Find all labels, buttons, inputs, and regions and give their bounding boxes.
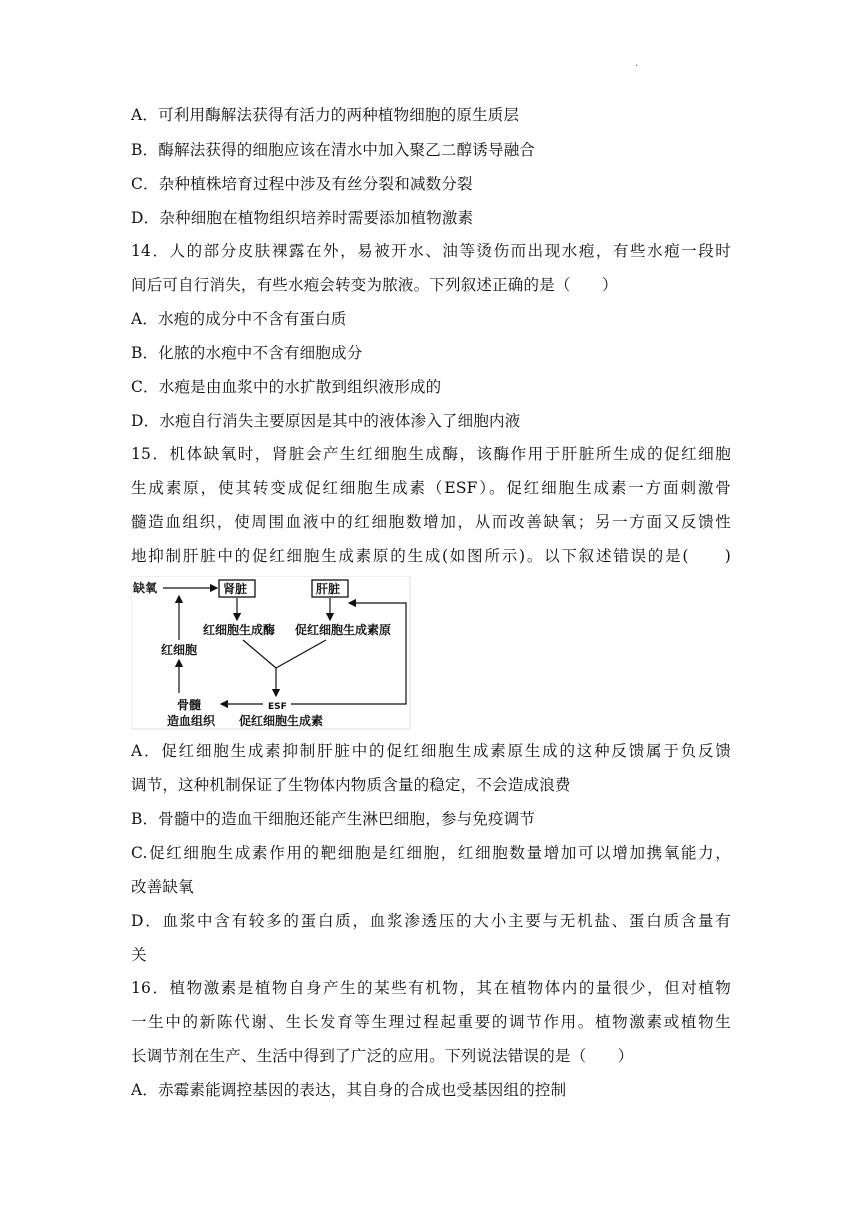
q15-option-c-line2: 改善缺氧 (131, 878, 194, 896)
q15-option-a-line2: 调节，这种机制保证了生物体内物质含量的稳定，不会造成浪费 (131, 776, 571, 794)
page-mark: . (635, 58, 639, 69)
q15-stem-line3: 髓造血组织，使周围血液中的红细胞数增加，从而改善缺氧；另一方面又反馈性 (131, 513, 731, 531)
q16-stem-line3: 长调节剂在生产、生活中得到了广泛的应用。下列说法错误的是（ ） (131, 1047, 634, 1065)
q15-option-d-line2: 关 (131, 946, 147, 964)
label-rbc-enzyme: 红细胞生成酶 (203, 623, 276, 637)
q15-option-d-line1: D．血浆中含有较多的蛋白质，血浆渗透压的大小主要与无机盐、蛋白质含量有 (131, 912, 731, 930)
label-hematopoietic-tissue: 造血组织 (167, 714, 216, 728)
label-rbc: 红细胞 (161, 643, 198, 657)
q14-stem-line2: 间后可自行消失，有些水疱会转变为脓液。下列叙述正确的是（ ） (131, 276, 618, 294)
label-esf-name: 促红细胞生成素 (239, 714, 324, 728)
q13-option-b: B．酶解法获得的细胞应该在清水中加入聚乙二醇诱导融合 (131, 141, 536, 159)
q16-stem-line1: 16．植物激素是植物自身产生的某些有机物，其在植物体内的量很少，但对植物 (131, 979, 731, 997)
q15-stem-line4: 地抑制肝脏中的促红细胞生成素原的生成(如图所示)。以下叙述错误的是( ) (131, 547, 731, 565)
label-marrow: 骨髓 (177, 698, 202, 712)
q15-stem-line1: 15．机体缺氧时，肾脏会产生红细胞生成酶，该酶作用于肝脏所生成的促红细胞 (131, 445, 731, 463)
q15-option-c-line1: C.促红细胞生成素作用的靶细胞是红细胞，红细胞数量增加可以增加携氧能力， (131, 844, 731, 862)
label-hypoxia: 缺氧 (133, 581, 158, 595)
q14-option-a: A．水疱的成分中不含有蛋白质 (131, 310, 347, 328)
q16-stem-line2: 一生中的新陈代谢、生长发育等生理过程起重要的调节作用。植物激素或植物生 (131, 1013, 731, 1031)
q15-stem-line2: 生成素原，使其转变成促红细胞生成素（ESF）。促红细胞生成素一方面刺激骨 (131, 479, 731, 497)
label-kidney: 肾脏 (223, 582, 248, 596)
diagram-svg (131, 576, 411, 730)
q14-option-c: C．水疱是由血浆中的水扩散到组织液形成的 (131, 378, 442, 396)
esf-feedback-diagram (131, 576, 411, 730)
q13-option-d: D．杂种细胞在植物组织培养时需要添加植物激素 (131, 209, 474, 227)
label-liver: 肝脏 (316, 582, 341, 596)
q13-option-c: C．杂种植株培育过程中涉及有丝分裂和减数分裂 (131, 175, 473, 193)
q14-option-d: D．水疱自行消失主要原因是其中的液体渗入了细胞内液 (131, 412, 521, 430)
q14-option-b: B．化脓的水疱中不含有细胞成分 (131, 344, 363, 362)
q15-option-a-line1: A．促红细胞生成素抑制肝脏中的促红细胞生成素原生成的这种反馈属于负反馈 (131, 742, 731, 760)
q16-option-a: A．赤霉素能调控基因的表达，其自身的合成也受基因组的控制 (131, 1081, 567, 1099)
q13-option-a: A．可利用酶解法获得有活力的两种植物细胞的原生质层 (131, 106, 520, 124)
q14-stem-line1: 14．人的部分皮肤裸露在外，易被开水、油等烫伤而出现水疱，有些水疱一段时 (131, 242, 731, 260)
label-esf-precursor: 促红细胞生成素原 (295, 623, 392, 637)
label-esf: ESF (268, 702, 287, 712)
q15-option-b: B．骨髓中的造血干细胞还能产生淋巴细胞，参与免疫调节 (131, 810, 536, 828)
